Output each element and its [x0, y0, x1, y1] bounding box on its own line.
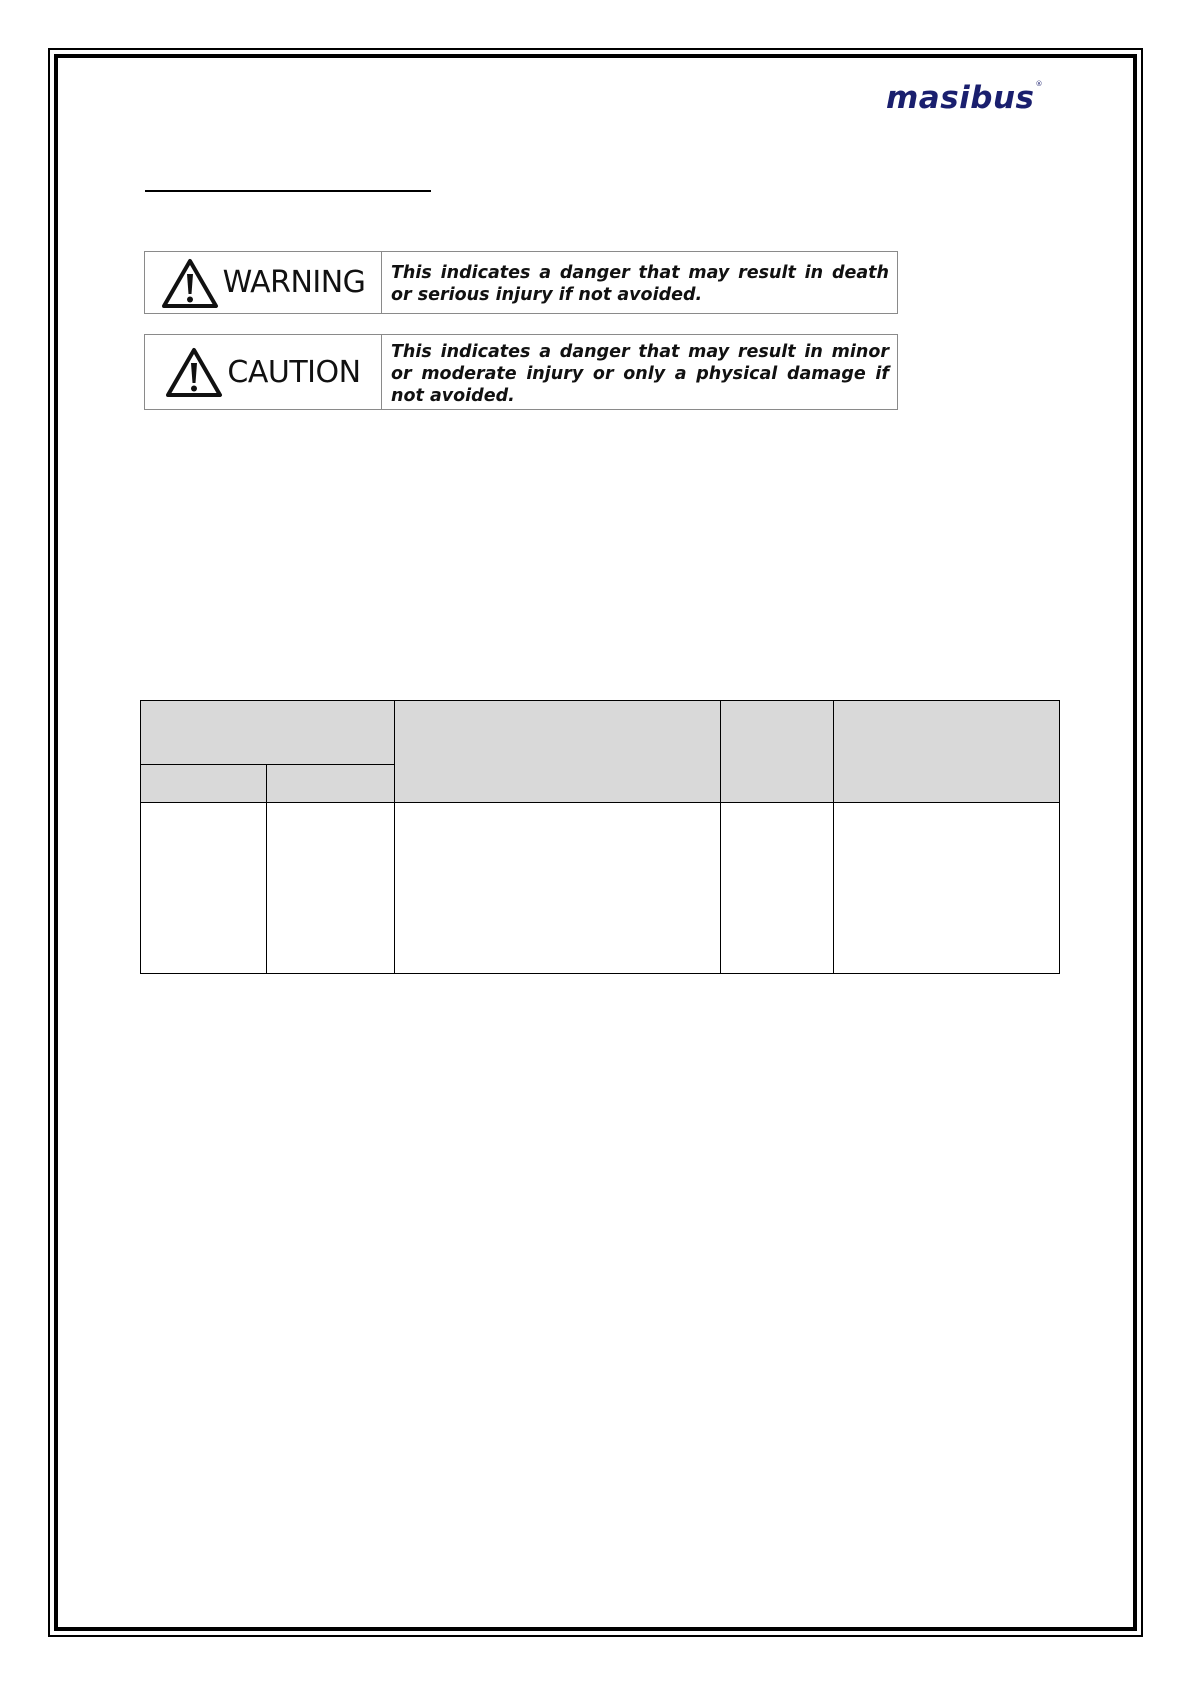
- warning-triangle-icon: [161, 257, 219, 309]
- caution-notice: [144, 334, 898, 410]
- registered-mark: ®: [1035, 80, 1044, 88]
- table-row: [141, 803, 1060, 974]
- logo-text: masibus: [886, 80, 1035, 116]
- table-header-cell: [141, 701, 395, 765]
- warning-label: WARNING: [222, 265, 366, 300]
- table-subheader-cell: [141, 765, 267, 803]
- table-header-cell: [721, 701, 834, 803]
- warning-triangle-icon: [165, 346, 223, 398]
- caution-label-cell: [145, 335, 382, 409]
- table-header-cell: [834, 701, 1060, 803]
- table-cell: [834, 803, 1060, 974]
- table-subheader-cell: [267, 765, 395, 803]
- table-cell: [395, 803, 721, 974]
- caution-label: CAUTION: [227, 354, 361, 390]
- revision-history-table: [140, 700, 1060, 974]
- warning-label-cell: [145, 252, 382, 313]
- masibus-logo: [886, 80, 1043, 116]
- table-cell: [721, 803, 834, 974]
- table-header-cell: [395, 701, 721, 803]
- table-cell: [141, 803, 267, 974]
- warning-description: This indicates a danger that may result in death or serious injury if not avoided.: [391, 263, 889, 305]
- warning-notice: [144, 251, 898, 314]
- table-cell: [267, 803, 395, 974]
- section-heading-underline: [145, 190, 431, 192]
- caution-description: This indicates a danger that may result in minor or moderate injury or only a physical damage if not avoided.: [391, 342, 889, 406]
